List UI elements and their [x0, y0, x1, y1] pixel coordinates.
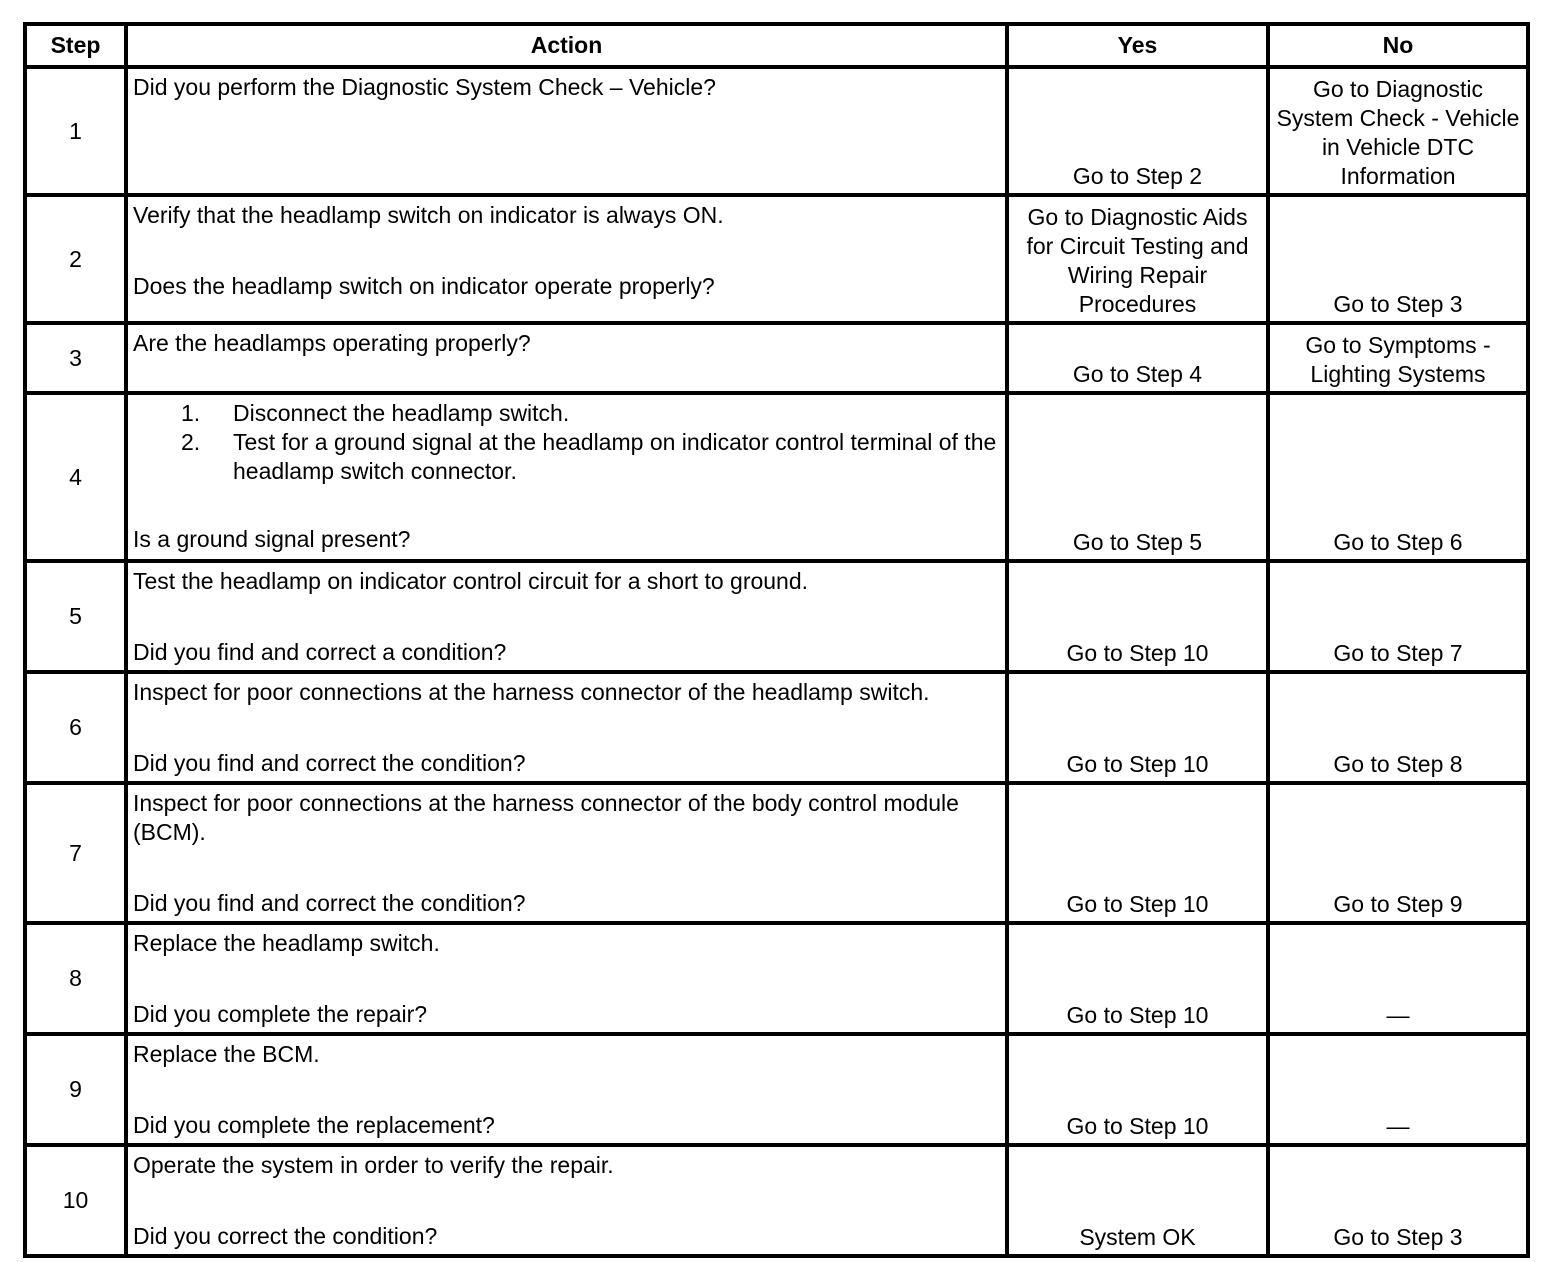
yes-result: Go to Step 5: [1007, 393, 1268, 561]
action-text: Replace the BCM.: [133, 1041, 320, 1067]
action-question: Does the headlamp switch on indicator operate properly?: [133, 273, 715, 299]
action-text: Verify that the headlamp switch on indicator is always ON.: [133, 202, 724, 228]
no-result: Go to Step 3: [1268, 1145, 1528, 1256]
step-number: 9: [25, 1034, 126, 1145]
step-number: 2: [25, 195, 126, 323]
table-row: [25, 1145, 1528, 1256]
action-cell: [126, 323, 1007, 393]
action-cell: [126, 923, 1007, 1034]
no-result: —: [1268, 1034, 1528, 1145]
diagnostic-table: [23, 22, 1530, 1258]
action-text: Did you perform the Diagnostic System Check – Vehicle?: [133, 74, 716, 100]
action-text: Test the headlamp on indicator control circuit for a short to ground.: [133, 568, 809, 594]
yes-result: Go to Step 10: [1007, 672, 1268, 783]
table-row: [25, 1034, 1528, 1145]
action-question: Did you find and correct the condition?: [133, 750, 526, 776]
list-text: Test for a ground signal at the headlamp on indicator control terminal of the headlamp switch connector.: [233, 429, 997, 484]
list-text: Disconnect the headlamp switch.: [233, 400, 570, 426]
action-question: Did you find and correct a condition?: [133, 639, 507, 665]
step-number: 6: [25, 672, 126, 783]
step-number: 10: [25, 1145, 126, 1256]
header-no: No: [1268, 24, 1528, 67]
action-text: Operate the system in order to verify the repair.: [133, 1152, 614, 1178]
action-text: Inspect for poor connections at the harness connector of the headlamp switch.: [133, 679, 930, 705]
no-result: Go to Step 3: [1268, 195, 1528, 323]
step-number: 3: [25, 323, 126, 393]
action-text: Inspect for poor connections at the harness connector of the body control module (BCM).: [133, 790, 959, 845]
yes-result: Go to Step 10: [1007, 1034, 1268, 1145]
step-number: 8: [25, 923, 126, 1034]
action-cell: [126, 783, 1007, 923]
action-question: Is a ground signal present?: [133, 526, 411, 552]
table-row: [25, 195, 1528, 323]
list-item: [133, 428, 1001, 486]
action-text: Are the headlamps operating properly?: [133, 330, 531, 356]
table-row: [25, 393, 1528, 561]
yes-result: Go to Step 10: [1007, 783, 1268, 923]
yes-result: System OK: [1007, 1145, 1268, 1256]
action-question: Did you find and correct the condition?: [133, 890, 526, 916]
no-result: Go to Step 7: [1268, 561, 1528, 672]
yes-result: Go to Step 10: [1007, 561, 1268, 672]
list-number: 2.: [181, 429, 201, 455]
header-yes: Yes: [1007, 24, 1268, 67]
action-text: Replace the headlamp switch.: [133, 930, 440, 956]
step-number: 1: [25, 67, 126, 195]
header-row: [25, 24, 1528, 67]
table-row: [25, 561, 1528, 672]
no-result: Go to Step 9: [1268, 783, 1528, 923]
header-step: Step: [25, 24, 126, 67]
action-cell: [126, 561, 1007, 672]
action-cell: [126, 672, 1007, 783]
yes-result: Go to Step 10: [1007, 923, 1268, 1034]
action-question: Did you complete the repair?: [133, 1001, 428, 1027]
header-action: Action: [126, 24, 1007, 67]
no-result: Go to Symptoms - Lighting Systems: [1268, 323, 1528, 393]
yes-result: Go to Step 2: [1007, 67, 1268, 195]
action-question: Did you complete the replacement?: [133, 1112, 495, 1138]
action-cell: [126, 1034, 1007, 1145]
table-row: [25, 672, 1528, 783]
action-question: Did you correct the condition?: [133, 1223, 438, 1249]
step-number: 5: [25, 561, 126, 672]
action-cell: [126, 195, 1007, 323]
table-row: [25, 783, 1528, 923]
action-cell: [126, 1145, 1007, 1256]
list-number: 1.: [181, 400, 201, 426]
action-cell: [126, 67, 1007, 195]
action-cell: [126, 393, 1007, 561]
no-result: Go to Step 8: [1268, 672, 1528, 783]
yes-result: Go to Step 4: [1007, 323, 1268, 393]
no-result: Go to Step 6: [1268, 393, 1528, 561]
action-steps-list: [133, 399, 1001, 486]
no-result: —: [1268, 923, 1528, 1034]
step-number: 7: [25, 783, 126, 923]
table-row: [25, 67, 1528, 195]
list-item: [133, 399, 1001, 428]
step-number: 4: [25, 393, 126, 561]
table-row: [25, 923, 1528, 1034]
no-result: Go to Diagnostic System Check - Vehicle in Vehicle DTC Information: [1268, 67, 1528, 195]
yes-result: Go to Diagnostic Aids for Circuit Testing and Wiring Repair Procedures: [1007, 195, 1268, 323]
table-row: [25, 323, 1528, 393]
